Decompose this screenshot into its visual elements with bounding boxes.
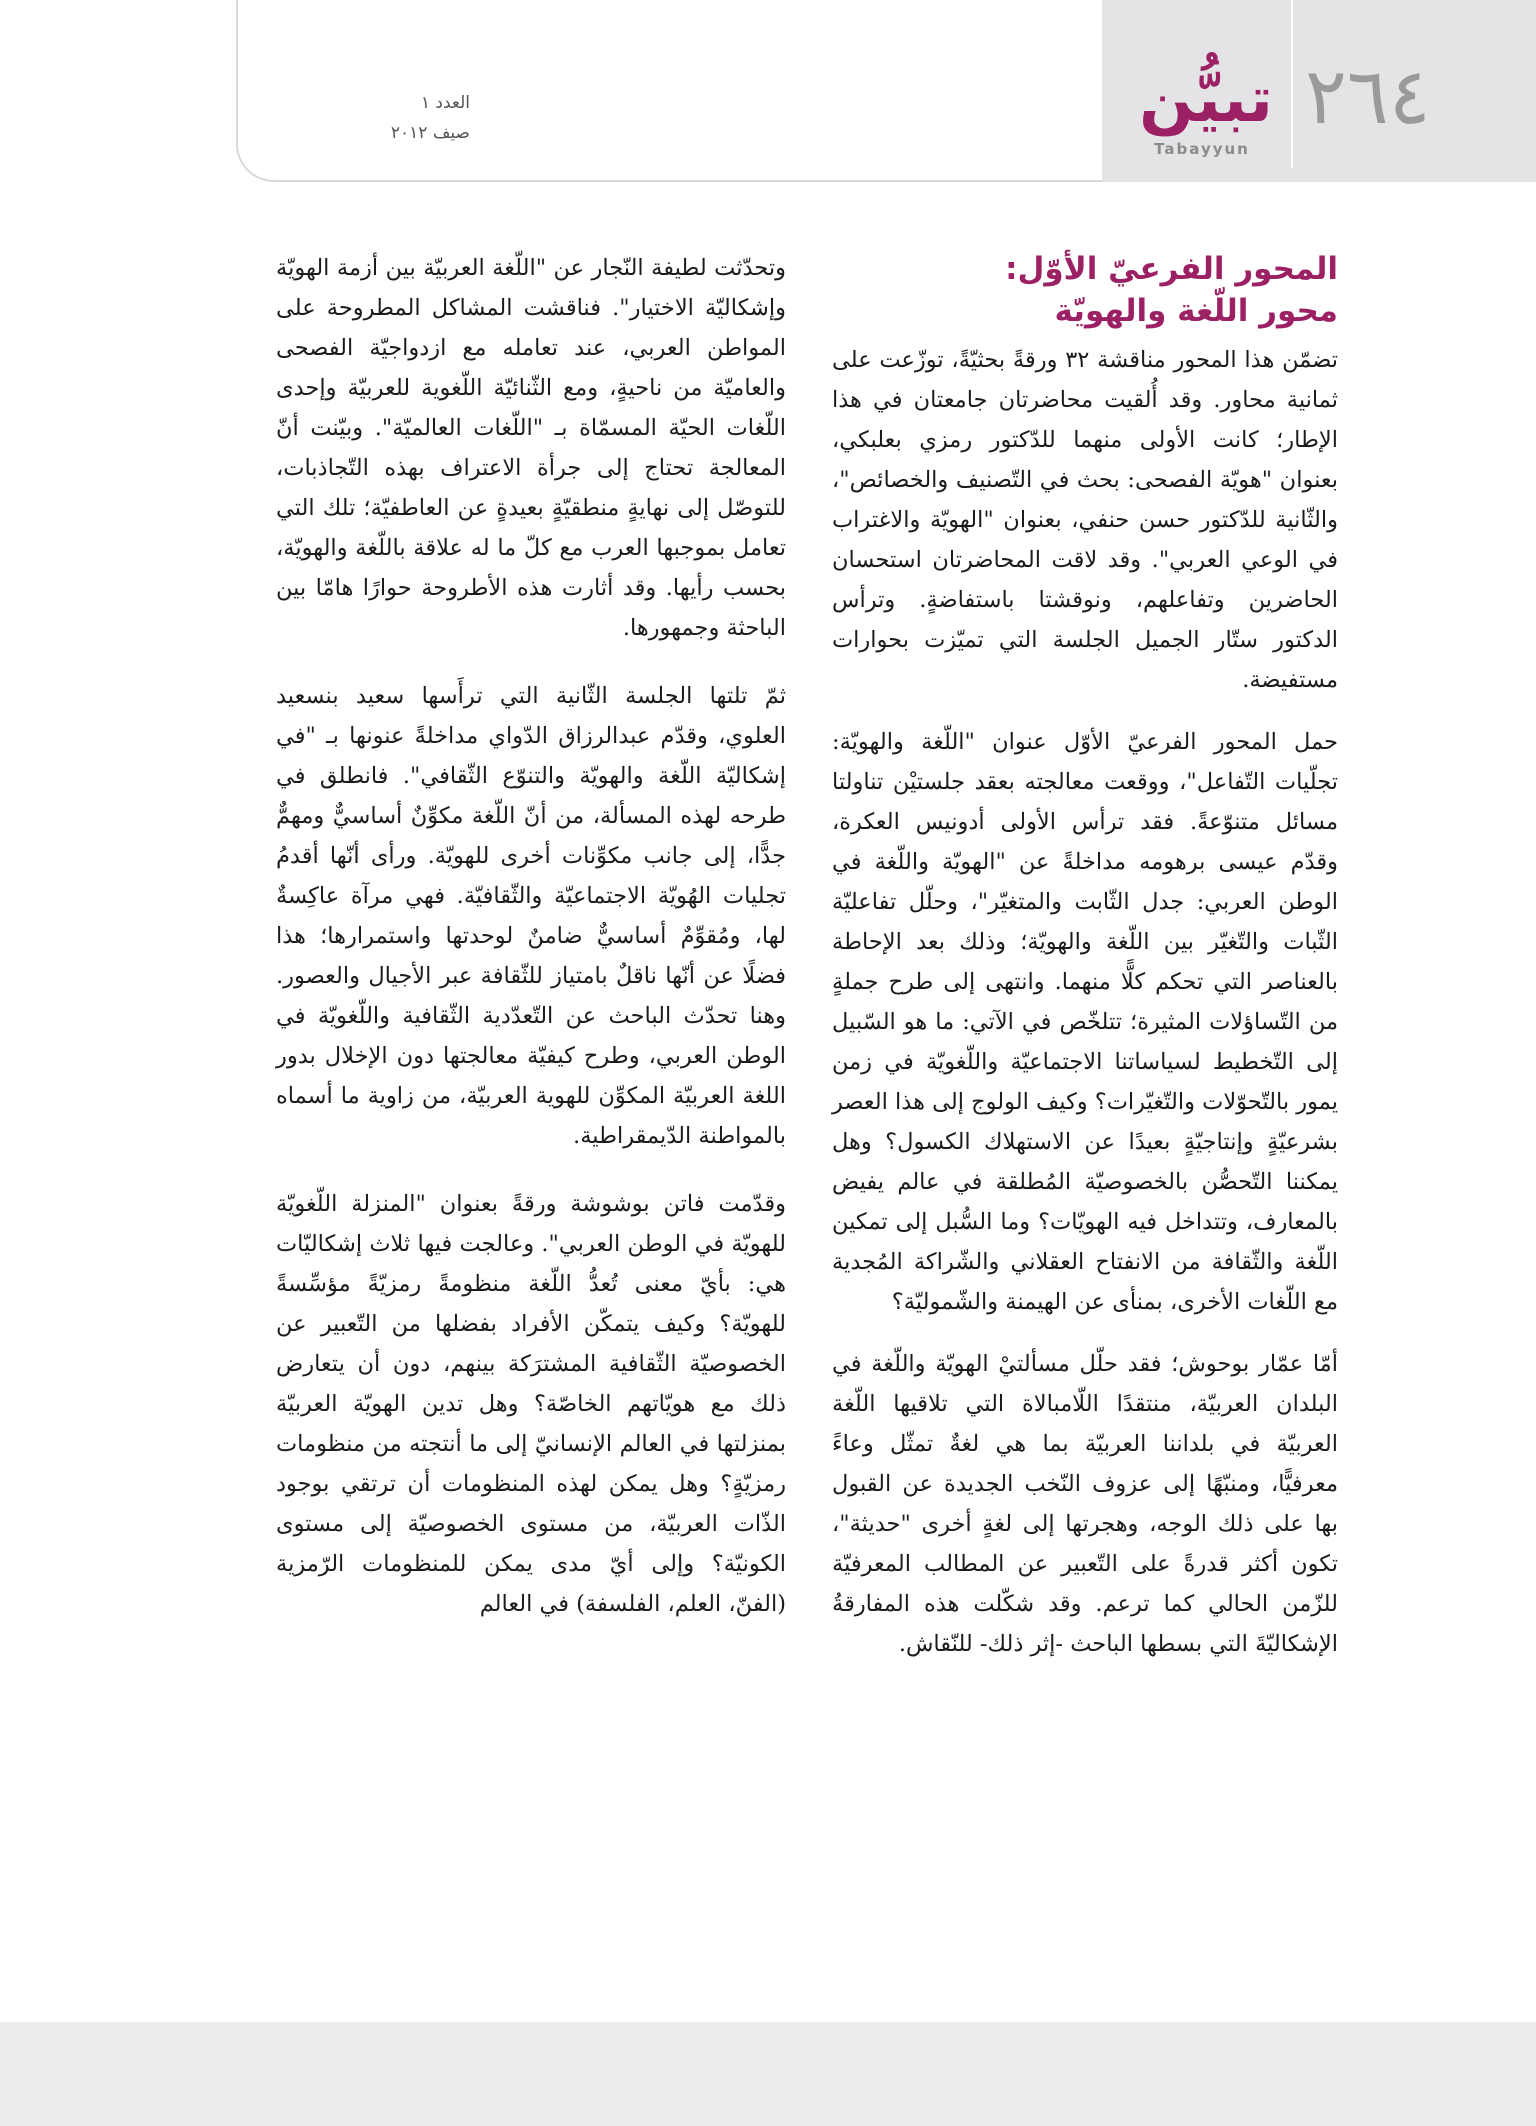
section-title — [832, 248, 1338, 332]
paragraph: أمّا عمّار بوحوش؛ فقد حلّل مسألتيْ الهويّة واللّغة في البلدان العربيّة، منتقدًا اللّامبالاة التي تلاقيها اللّغة العربيّة في بلداننا العربيّة بما هي لغةٌ تمثّل وعاءً معرفيًّا، ومنبّهًا إلى عزوف النّخب الجديدة عن القبول بها على ذلك الوجه، وهجرتها إلى لغةٍ أخرى "حديثة"، تكون أكثر قدرةً على التّعبير عن المطالب المعرفيّة للزّمن الحالي كما ترعم. وقد شكّلت هذه المفارقةُ الإشكاليّةَ التي بسطها الباحث -إثر ذلك- للنّقاش. — [832, 1351, 1338, 1657]
article-column-right — [832, 248, 1338, 1686]
issue-info — [270, 88, 470, 148]
journal-logo — [1118, 64, 1286, 164]
paragraph: ثمّ تلتها الجلسة الثّانية التي ترأَسها سعيد بنسعيد العلوي، وقدّم عبدالرزاق الدّواي مداخلةً عنونها بـ "في إشكاليّة اللّغة والهويّة والتنوّع الثّقافي". فانطلق في طرحه لهذه المسألة، من أنّ اللّغة مكوِّنٌ أساسيٌّ ومهمٌّ جدًّا، إلى جانب مكوِّنات أخرى للهويّة. ورأى أنّها أقدمُ تجليات الهُويّة الاجتماعيّة والثّقافيّة. فهي مرآة عاكِسةٌ لها، ومُقوِّمٌ أساسيٌّ ضامنٌ لوحدتها واستمرارها؛ هذا فضلًا عن أنّها ناقلٌ بامتياز للثّقافة عبر الأجيال والعصور. وهنا تحدّث الباحث عن التّعدّدية الثّقافية واللّغويّة في الوطن العربي، وطرح كيفيّة معالجتها دون الإخلال بدور اللغة العربيّة المكوِّن للهوية العربيّة، من زاوية ما أسماه بالمواطنة الدّيمقراطية. — [276, 683, 786, 1149]
logo-mark: تبيُّن — [1139, 63, 1273, 137]
page-footer-band — [0, 2022, 1536, 2126]
section-title-line-1: المحور الفرعيّ الأوّل: — [1005, 251, 1338, 287]
header-divider — [1291, 0, 1293, 168]
issue-season: صيف ٢٠١٢ — [390, 123, 470, 143]
logo-latin-text: Tabayyun — [1154, 140, 1250, 158]
paragraph: وقدّمت فاتن بوشوشة ورقةً بعنوان "المنزلة اللّغويّة للهويّة في الوطن العربي". وعالجت فيها ثلاث إشكاليّات هي: بأيّ معنى تُعدُّ اللّغة منظومةً رمزيّةً مؤسِّسةً للهويّة؟ وكيف يتمكّن الأفراد بفضلها من التّعبير عن الخصوصيّة الثّقافية المشترَكة بينهم، دون أن يتعارض ذلك مع هويّاتهم الخاصّة؟ وهل تدين الهويّة العربيّة بمنزلتها في العالم الإنسانيّ إلى ما أنتجته من منظومات رمزيّةٍ؟ وهل يمكن لهذه المنظومات أن ترتقي بوجود الذّات العربيّة، من مستوى الخصوصيّة إلى مستوى الكونيّة؟ وإلى أيّ مدى يمكن للمنظومات الرّمزية (الفنّ، العلم، الفلسفة) في العالم — [276, 1191, 786, 1617]
section-title-line-2: محور اللّغة والهويّة — [1054, 293, 1338, 329]
article-column-left — [276, 248, 786, 1652]
issue-number: العدد ١ — [420, 93, 470, 113]
paragraph: وتحدّثت لطيفة النّجار عن "اللّغة العربيّة بين أزمة الهويّة وإشكاليّة الاختيار". فناقشت المشاكل المطروحة على المواطن العربي، عند تعامله مع ازدواجيّة الفصحى والعاميّة من ناحيةٍ، ومع الثّنائيّة اللّغوية للعربيّة وإحدى اللّغات الحيّة المسمّاة بـ "اللّغات العالميّة". وبيّنت أنّ المعالجة تحتاج إلى جرأة الاعتراف بهذه التّجاذبات، للتوصّل إلى نهايةٍ منطقيّةٍ بعيدةٍ عن العاطفيّة؛ تلك التي تعامل بموجبها العرب مع كلّ ما له علاقة باللّغة والهويّة، بحسب رأيها. وقد أثارت هذه الأطروحة حوارًا هامّا بين الباحثة وجمهورها. — [276, 255, 786, 641]
page-number: ٢٦٤ — [1305, 52, 1431, 142]
paragraph: تضمّن هذا المحور مناقشة ٣٢ ورقةً بحثيّةً، توزّعت على ثمانية محاور. وقد أُلقيت محاضرتان جامعتان في هذا الإطار؛ كانت الأولى منهما للدّكتور رمزي بعلبكي، بعنوان "هويّة الفصحى: بحث في التّصنيف والخصائص"، والثّانية للدّكتور حسن حنفي، بعنوان "الهويّة والاغتراب في الوعي العربي". وقد لاقت المحاضرتان استحسان الحاضرين وتفاعلهم، ونوقشتا باستفاضةٍ. وترأس الدكتور ستّار الجميل الجلسة التي تميّزت بحوارات مستفيضة. — [832, 347, 1338, 693]
paragraph: حمل المحور الفرعيّ الأوّل عنوان "اللّغة والهويّة: تجلّيات التّفاعل"، ووقعت معالجته بعقد جلستيْن تناولتا مسائل متنوّعةً. فقد ترأس الأولى أدونيس العكرة، وقدّم عيسى برهومه مداخلةً عن "الهويّة واللّغة في الوطن العربي: جدل الثّابت والمتغيّر"، وحلّل تفاعليّة الثّبات والتّغيّر بين اللّغة والهويّة؛ وذلك بعد الإحاطة بالعناصر التي تحكم كلًّا منهما. وانتهى إلى طرح جملةٍ من التّساؤلات المثيرة؛ تتلخّص في الآتي: ما هو السّبيل إلى التّخطيط لسياساتنا الاجتماعيّة واللّغويّة في زمن يمور بالتّحوّلات والتّغيّرات؟ وكيف الولوج إلى هذا العصر بشرعيّةٍ وإنتاجيّةٍ بعيدًا عن الاستهلاك الكسول؟ وهل يمكننا التّحصُّن بالخصوصيّة المُطلقة في عالم يفيض بالمعارف، وتتداخل فيه الهويّات؟ وما السُّبل إلى تمكين اللّغة والثّقافة من الانفتاح العقلاني والشّراكة المُجدية مع اللّغات الأخرى، بمنأى عن الهيمنة والشّموليّة؟ — [831, 729, 1338, 1315]
